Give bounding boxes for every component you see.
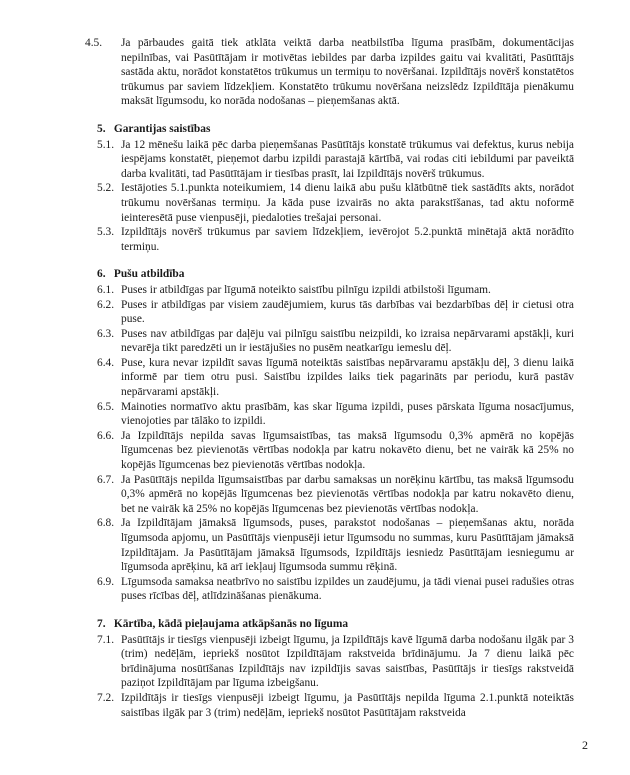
section-number: 6. [97, 268, 106, 281]
clause-text: Puse, kura nevar izpildīt savas līgumā noteiktās saistības nepārvaramu apstākļu dēļ, 3 dienu laikā informē par tiem otru pusi. Saistību izpildes laiks tiek pagarināts par periodu, kurā pastāv nepārvarami apstākļi. [121, 356, 574, 399]
clause-item [97, 298, 574, 327]
clause-number: 6.8. [97, 517, 115, 530]
clause-number: 6.5. [97, 400, 115, 413]
clause-item [97, 575, 574, 604]
clause-item [97, 400, 574, 429]
clause-text: Ja Izpildītājs nepilda savas līgumsaistības, tas maksā līgumsodu 0,3% apmērā no kopējās līgumcenas bez pievienotās vērtības nodokļa par katru nokavēto dienu, bet ne vairāk kā 25% no kopējās līgumcenas bez pievienotās vērtības nodokļa. [121, 429, 574, 472]
section-number: 5. [97, 122, 106, 135]
clause-text: Ja Izpildītājam jāmaksā līgumsods, puses, parakstot nodošanas – pieņemšanas aktu, norāda līgumsoda apjomu, un Pasūtītājs vienpusēji ietur līgumsodu no summas, kuru Pasūtītājam jāmaksā Izpildītājam. Ja Pasūtītājam jāmaksā līgumsods, Izpildītājs iesniedz Pasūtītājam iesniegumu ar līgumsoda aprēķinu, kā arī iekļauj līgumsoda summu rēķinā. [121, 517, 574, 574]
section-heading [97, 122, 574, 137]
clause-number: 6.1. [97, 283, 115, 296]
clause-item [97, 327, 574, 356]
section-number: 7. [97, 617, 106, 630]
clause-text: Ja Pasūtītājs nepilda līgumsaistības par darbu samaksas un norēķinu kārtību, tas maksā līgumsodu 0,3% apmērā no kopējās līgumcenas bez pievienotās vērtības nodokļa par katru nokavēto dienu, bet ne vairāk kā 25% no kopējās līgumcenas bez pievienotās vērtības nodokļa. [121, 473, 574, 515]
clause-text: Izpildītājs novērš trūkumus par saviem līdzekļiem, ievērojot 5.2.punktā minētajā aktā norādīto termiņu. [121, 226, 574, 253]
clause-text: Puses ir atbildīgas par visiem zaudējumiem, kurus tās darbības vai bezdarbības dēļ ir cietusi otra puse. [121, 298, 574, 326]
clause-item [97, 633, 574, 691]
section-title: Garantijas saistības [113, 122, 211, 135]
clause-number: 7.1. [97, 633, 115, 646]
clause-number: 5.3. [97, 226, 115, 239]
clause-text: Ja 12 mēnešu laikā pēc darba pieņemšanas Pasūtītājs konstatē trūkumus vai defektus, kurus nebija iespējams konstatēt, pieņemot darbu izpildi parastajā kārtībā, vai rodas citi iebildumi par paveiktā darba kvalitāti, tad Pasūtītājam ir tiesības prasīt, lai Izpildītājs novērš trūkumus. [121, 138, 574, 180]
clause-item [97, 225, 574, 254]
clause-number: 6.4. [97, 356, 115, 369]
clause-item [97, 473, 574, 517]
section-title: Pušu atbildība [113, 268, 185, 281]
clause-number: 6.7. [97, 473, 115, 486]
clause-text: Izpildītājs ir tiesīgs vienpusēji izbeigt līgumu, ja Pasūtītājs nepilda līguma 2.1.punktā noteiktās saistības ilgāk par 3 (trim) nedēļām, iepriekš nosūtot Pasūtītājam rakstveida [121, 691, 574, 719]
clause-item [97, 181, 574, 225]
clause-text: Ja pārbaudes gaitā tiek atklāta veiktā darba neatbilstība līguma prasībām, dokumentācijas nepilnības, vai Pasūtītājam ir motivētas iebildes par darba izpildes gaitu vai kvalitāti, Pasūtītājs sastāda aktu, norādot konstatētos trūkumus un termiņu to novēršanai. Izpildītājs novērš konstatētos trūkumus par saviem līdzekļiem. Konstatēto trūkumu novēršana neizslēdz Izpildītāja pienākumu maksāt līgumsodu, ko norāda nodošanas – pieņemšanas aktā. [121, 37, 574, 108]
clause-number: 6.6. [97, 429, 115, 442]
clause-item [97, 516, 574, 574]
clause-item [97, 356, 574, 400]
clause-number: 4.5. [85, 37, 103, 49]
clause-item [97, 429, 574, 473]
section-heading [97, 267, 574, 282]
section-heading [97, 617, 574, 632]
clause-number: 7.2. [97, 691, 115, 704]
clause-number: 6.3. [97, 327, 115, 340]
section-title: Kārtība, kādā pieļaujama atkāpšanās no līguma [113, 617, 349, 630]
clause-text: Iestājoties 5.1.punkta noteikumiem, 14 dienu laikā abu pušu klātbūtnē tiek sastādīts akts, norādot trūkumu novēršanas termiņu. Ja kāda puse izvairās no akta parakstīšanas, tad aktu noformē ieinteresētā puse vienpusēji, piedaloties trešajai personai. [121, 182, 574, 224]
page-number: 2 [582, 738, 588, 753]
clause-item [97, 283, 574, 298]
clause-text: Mainoties normatīvo aktu prasībām, kas skar līguma izpildi, puses pārskata līguma nosacījumus, vienojoties par tālāko to izpildi. [121, 400, 574, 428]
clause-item [97, 691, 574, 720]
clause-number: 6.2. [97, 298, 115, 311]
clause-item [97, 138, 574, 182]
clause-text: Puses ir atbildīgas par līgumā noteikto saistību pilnīgu izpildi atbilstoši līgumam. [121, 283, 491, 296]
clause-number: 5.1. [97, 138, 115, 151]
clause-number: 5.2. [97, 182, 115, 195]
clause-item [85, 36, 574, 109]
clause-text: Pasūtītājs ir tiesīgs vienpusēji izbeigt līgumu, ja Izpildītājs kavē līgumā darba nodošanu ilgāk par 3 (trim) nedēļām, iepriekš nosūtot Izpildītājam rakstveida brīdinājumu. Ja 7 dienu laikā pēc brīdinājuma nosūtīšanas Izpildītājs nav izpildījis savas saistības, Pasūtītājs ir tiesīgs rakstveidā paziņot Izpildītājam par līguma izbeigšanu. [121, 633, 574, 690]
clause-text: Puses nav atbildīgas par daļēju vai pilnīgu saistību neizpildi, ko izraisa nepārvarami apstākļi, kuri nevarēja tikt paredzēti un ir iestājušies no pusēm neatkarīgu iemeslu dēļ. [121, 327, 574, 355]
clause-number: 6.9. [97, 575, 115, 588]
clause-text: Līgumsoda samaksa neatbrīvo no saistību izpildes un zaudējumu, ja tādi vienai pusei radušies otras puses rīcības dēļ, atlīdzināšanas pienākuma. [121, 575, 574, 603]
contract-text [85, 36, 574, 720]
